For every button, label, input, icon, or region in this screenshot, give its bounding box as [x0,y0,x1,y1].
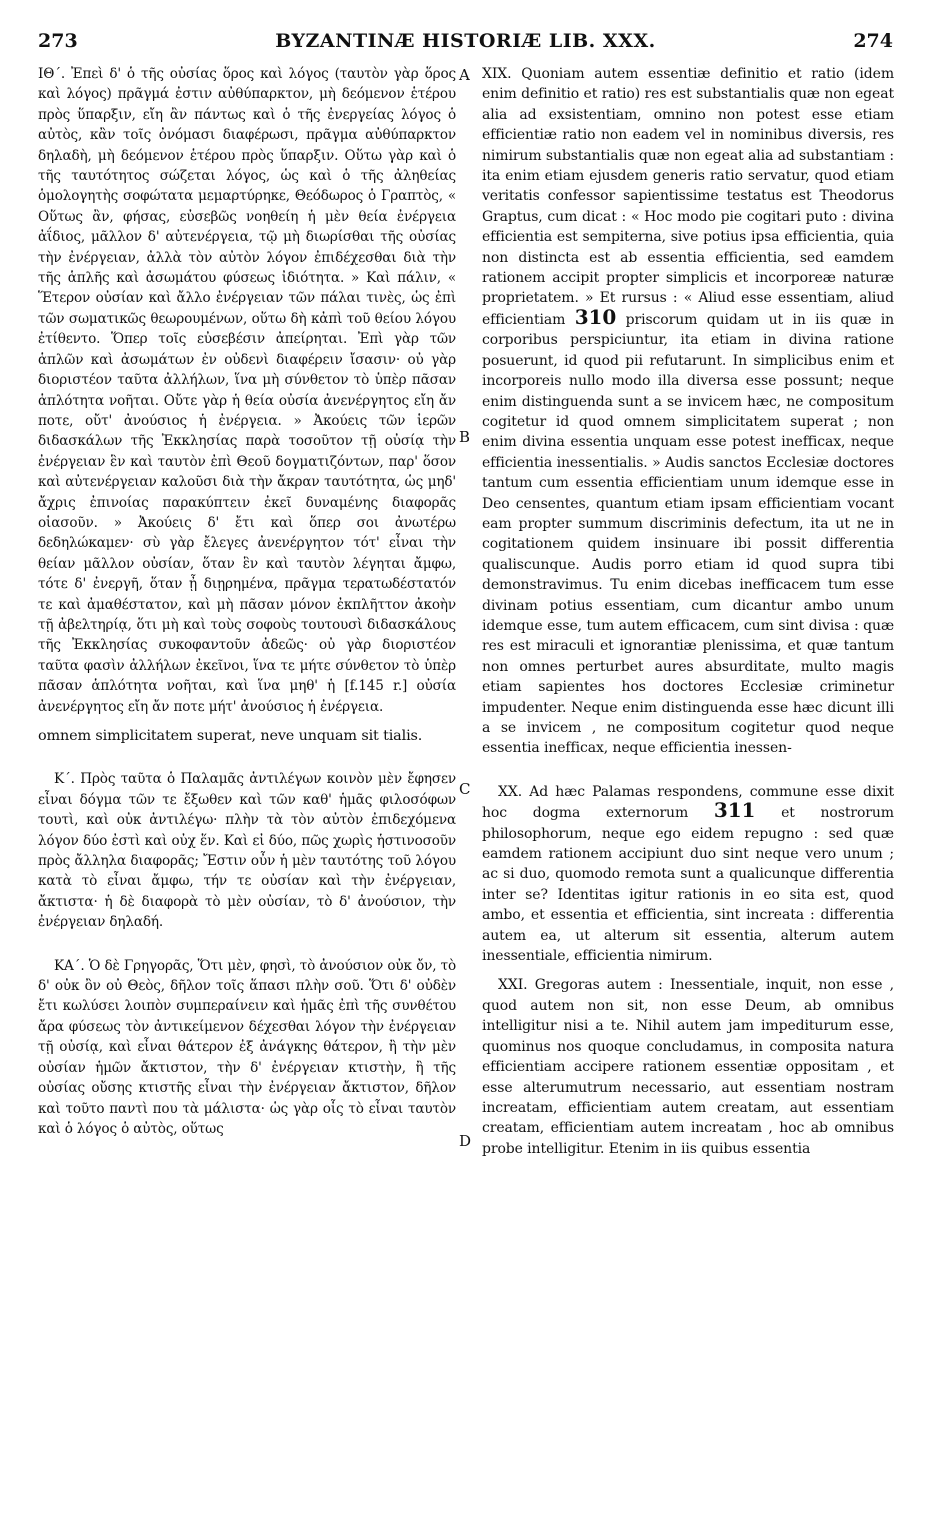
latin-paragraph-19-text: XIX. Quoniam autem essentiæ definitio et ratio (idem enim definitio et ratio) res est substantialis quæ non egeat alia ad exsistentiam, omnino non potest esse etiam efficientiæ ratio non eadem vel in nominibus diversis, res nimirum substantialis quæ non egeat alia ad substantiam : ita enim etiam ejusdem generis ratio servatur, quod etiam veritatis confessor sapientissime testatus est Theodorus Graptus, cum dicat : « Hoc modo pie cogitari puto : divina efficientia est sempiterna, sive potius ipsa efficientia, quia non distincta est ab essentia efficientia, sed eamdem rationem accipit propter simplicis et incorporeæ naturæ proprietatem. » Et rursus : « Aliud esse essentiam, aliud efficientiam [482,66,894,328]
margin-marker-c: C [459,780,471,798]
latin-paragraph-20 [482,782,894,967]
page-number-left: 273 [38,30,78,52]
margin-marker-b: B [459,428,471,446]
greek-paragraph-19-latin-tail: omnem simplicitatem superat, neve unquam sit tialis. [38,728,423,744]
page-header [38,30,893,60]
latin-column [482,64,894,1168]
greek-paragraph-21: ΚΑ΄. Ὁ δὲ Γρηγορᾶς, Ὅτι μὲν, φησὶ, τὸ ἀνούσιον οὐκ ὄν, τὸ δ' οὐκ ὂν οὐ Θεὸς, δῆλον τοῖς ἅπασι πλὴν σοῦ. Ὅτι δ' οὐδὲν ἔτι κωλύσει λοιπὸν συμπεραίνειν καὶ ἡμᾶς ἐπὶ τῆς συνθέτου ἄρα φύσεως τὸν ἀντικείμενον δέχεσθαι λόγον τὴν ἐνέργειαν τῇ οὐσίᾳ, καὶ εἶναι θάτερον ἐξ ἀνάγκης θάτερον, ἢ τὴν μὲν οὐσίαν ἡμῶν ἄκτιστον, τὴν δ' ἐνέργειαν κτιστὴν, ἢ τῆς οὐσίας οὔσης κτιστῆς εἶναι τὴν ἐνέργειαν ἄκτιστον, δῆλον καὶ τοῦτο παντὶ που τὰ μάλιστα· ὡς γὰρ οἷς τὸ εἶναι ταυτὸν καὶ ὁ λόγος ὁ αὐτὸς, οὕτως [38,957,456,1137]
column-number-310: 310 [574,304,617,329]
latin-paragraph-21: XXI. Gregoras autem : Inessentiale, inquit, non esse , quod autem non sit, non esse Deum, ab omnibus intelligitur nisi a te. Nihil autem jam impediturum esse, quominus nos quoque concludamus, in composita natura efficientiam accipere rationem essentiæ oppositam , et esse alterumutrum necessario, aut essentiam nostram increatam, efficientiam autem creatam, aut essentiam creatam, efficientiam autem increatam , hoc ab omnibus probe intelligitur. Etenim in iis quibus essentia [482,977,894,1157]
latin-paragraph-19-rest: priscorum quidam ut in iis quæ in corporibus perspiciuntur, ita etiam in divina ratione posuerunt, id quod pii refutarunt. In simplicibus enim et incorporeis nullo modo illa diversa esse possunt; neque enim distinguenda sunt a se invicem hæc, ne compositum cogitetur id quod omnem simplicitatem superat ; non enim divina essentia unquam esse potest inefficax, neque efficientia inessentialis. » Audis sanctos Ecclesiæ doctores tantum cum essentia efficientiam unum idemque esse in Deo censentes, quantum etiam ipsam efficientiam vocant eam propter summum discriminis defectum, ita ut ne in cogitationem quidem insinuare ibi possit differentia qualiscunque. Audis porro etiam id quod supra tibi demonstravimus. Tu enim dicebas inefficacem tum esse divinam potius essentiam, cum dicantur ambo unum idemque esse, tum autem efficacem, cum sint divisa : quæ res est miraculi et ignorantiæ plenissima, et quæ tantum non omnes perturbet aures absurditate, multo magis etiam sapientes hos doctores Ecclesiæ criminetur impudenter. Neque enim distinguenda esse hæc dicunt illi a se invicem , ne compositum cogitetur quod neque essentia inefficax, neque efficientia inessen- [482,311,894,757]
margin-marker-d: D [459,1132,472,1150]
latin-paragraph-20-rest: et nostrorum philosophorum, neque ego eidem repugno : sed quæ eamdem rationem accipiunt duo sint neque vero unum ; ac si duo, quomodo remota sunt a qualicunque differentia inter se? Identitas igitur rationis in eo sita est, quod ambo, et essentia et efficientia, sint increata : differentia autem ea, ut alterum sit essentia, alterum autem inessentiale, efficientia nimirum. [482,805,894,965]
margin-marker-a: A [459,66,470,84]
greek-paragraph-19: ΙΘ΄. Ἐπεὶ δ' ὁ τῆς οὐσίας ὅρος καὶ λόγος (ταυτὸν γὰρ ὅρος καὶ λόγος) πρᾶγμά ἐστιν αὐθύπαρκτον, μὴ δεόμενον ἑτέρου πρὸς ὕπαρξιν, εἴη ἂν πάντως καὶ ὁ τῆς ἐνεργείας λόγος ὁ αὐτὸς, κἂν τοῖς ὀνόμασι διαφέρωσι, πρᾶγμα αὐθύπαρκτον δηλαδὴ, μὴ δεόμενον ἑτέρου πρὸς ὕπαρξιν. Οὕτω γὰρ καὶ ὁ τῆς ταυτότητος σώζεται λόγος, ὡς καὶ ὁ τῆς ἀληθείας ὁμολογητὴς σοφώτατα μεμαρτύρηκε, Θεόδωρος ὁ Γραπτὸς, « Οὕτως ἂν, φήσας, εὐσεβῶς νοηθείη ἡ μὲν θεία ἐνέργεια ἀΐδιος, μᾶλλον δ' αὐτενέργεια, τῷ μὴ διωρίσθαι τῆς οὐσίας τὴν ἐνέργειαν, ἀλλὰ τὸν αὐτὸν λόγον ἐπιδέχεσθαι διὰ τὴν τῆς ἁπλῆς καὶ ἀσωμάτου φύσεως ἰδιότητα. » Καὶ πάλιν, « Ἕτερον οὐσίαν καὶ ἄλλο ἐνέργειαν τῶν πάλαι τινὲς, ὡς ἐπὶ τῶν σωματικῶς θεωρουμένων, οὕτω δὴ κἀπὶ τοῦ θείου λόγου ἐτίθεντο. Ὅπερ τοῖς εὐσεβέσιν ἀπείρηται. Ἐπὶ γὰρ τῶν ἁπλῶν καὶ ἀσωμάτων ἐν οὐδενὶ διαφέρειν ἴσασιν· οὐ γὰρ διοριστέον ταῦτα ἀλλήλων, ἵνα μὴ σύνθετον τὸ ὑπὲρ πᾶσαν ἁπλότητα νοῆται. Οὔτε γὰρ ἡ θεία οὐσία ἀνενέργητος εἴη ἄν ποτε, οὔτ' ἀνούσιος ἡ ἐνέργεια. » Ἀκούεις τῶν ἱερῶν διδασκάλων τῆς Ἐκκλησίας παρὰ τοσοῦτον τῇ οὐσίᾳ τὴν ἐνέργειαν ἓν καὶ ταυτὸν ἐπὶ Θεοῦ δογματιζόντων, παρ' ὅσον καὶ αὐτενέργειαν καλοῦσι διὰ τὴν ἄκραν ταυτότητα, ὡς μηδ' ἄχρις ἐπινοίας παρακύπτειν ἐκεῖ δυναμένης διαφορᾶς οἱασοῦν. » Ἀκούεις δ' ἔτι καὶ ὅπερ σοι ἀνωτέρω δεδηλώκαμεν· σὺ γὰρ ἔλεγες ἀνενέργητον τότ' εἶναι τὴν θείαν μᾶλλον οὐσίαν, ὅταν ἓν καὶ ταυτὸν λέγηται ἄμφω, τότε δ' ἐνεργῆ, ὅταν ᾖ διῃρημένα, πρᾶγμα τερατωδέστατόν τε καὶ ἀμαθέστατον, καὶ μὴ πᾶσαν μόνον ἐκπλῆττον ἀκοὴν τῇ ἀβελτηρίᾳ, ὅτι μὴ καὶ τοὺς σοφοὺς τουτουσὶ διδασκάλους τῆς Ἐκκλησίας συκοφαντοῦν ἀδεῶς· οὐ γὰρ διοριστέον ταῦτα φασὶν ἀλλήλων ἐκεῖνοι, ἵνα τε μήτε σύνθετον τὸ ὑπὲρ πᾶσαν ἁπλότητα νοῆται, καὶ ἵνα μηθ' ἡ [f.145 r.] οὐσία ἀνενέργητος εἴη ἄν ποτε μήτ' ἀνούσιος ἡ ἐνέργεια. [38,66,456,715]
page-number-right: 274 [853,30,893,52]
latin-paragraph-20-text: XX. Ad hæc Palamas respondens, commune esse dixit hoc dogma externorum [482,783,894,822]
latin-paragraph-19 [482,64,894,759]
greek-column [38,64,456,1148]
greek-paragraph-20: Κ΄. Πρὸς ταῦτα ὁ Παλαμᾶς ἀντιλέγων κοινὸν μὲν ἔφησεν εἶναι δόγμα τῶν τε ἔξωθεν καὶ τῶν καθ' ἡμᾶς φιλοσόφων τουτὶ, καὶ οὐκ ἀντιλέγω· πλὴν τὰ τὸν αὐτὸν ἐπιδεχόμενα λόγον δύο ἐστὶ καὶ οὐχ ἕν. Καὶ εἰ δύο, πῶς χωρὶς ἡστινοσοῦν πρὸς ἄλληλα διαφορᾶς; Ἔστιν οὖν ἡ μὲν ταυτότης τοῦ λόγου κατὰ τὸ εἶναι ἄμφω, τήν τε οὐσίαν καὶ τὴν ἐνέργειαν, ἄκτιστα· ἡ δὲ διαφορὰ τὸ μὲν οὐσίαν, τὸ δ' ἀνούσιον, τὴν ἐνέργειαν δηλαδή. [38,771,456,931]
column-number-311: 311 [713,798,756,823]
running-title: BYZANTINÆ HISTORIÆ LIB. XXX. [275,30,656,52]
